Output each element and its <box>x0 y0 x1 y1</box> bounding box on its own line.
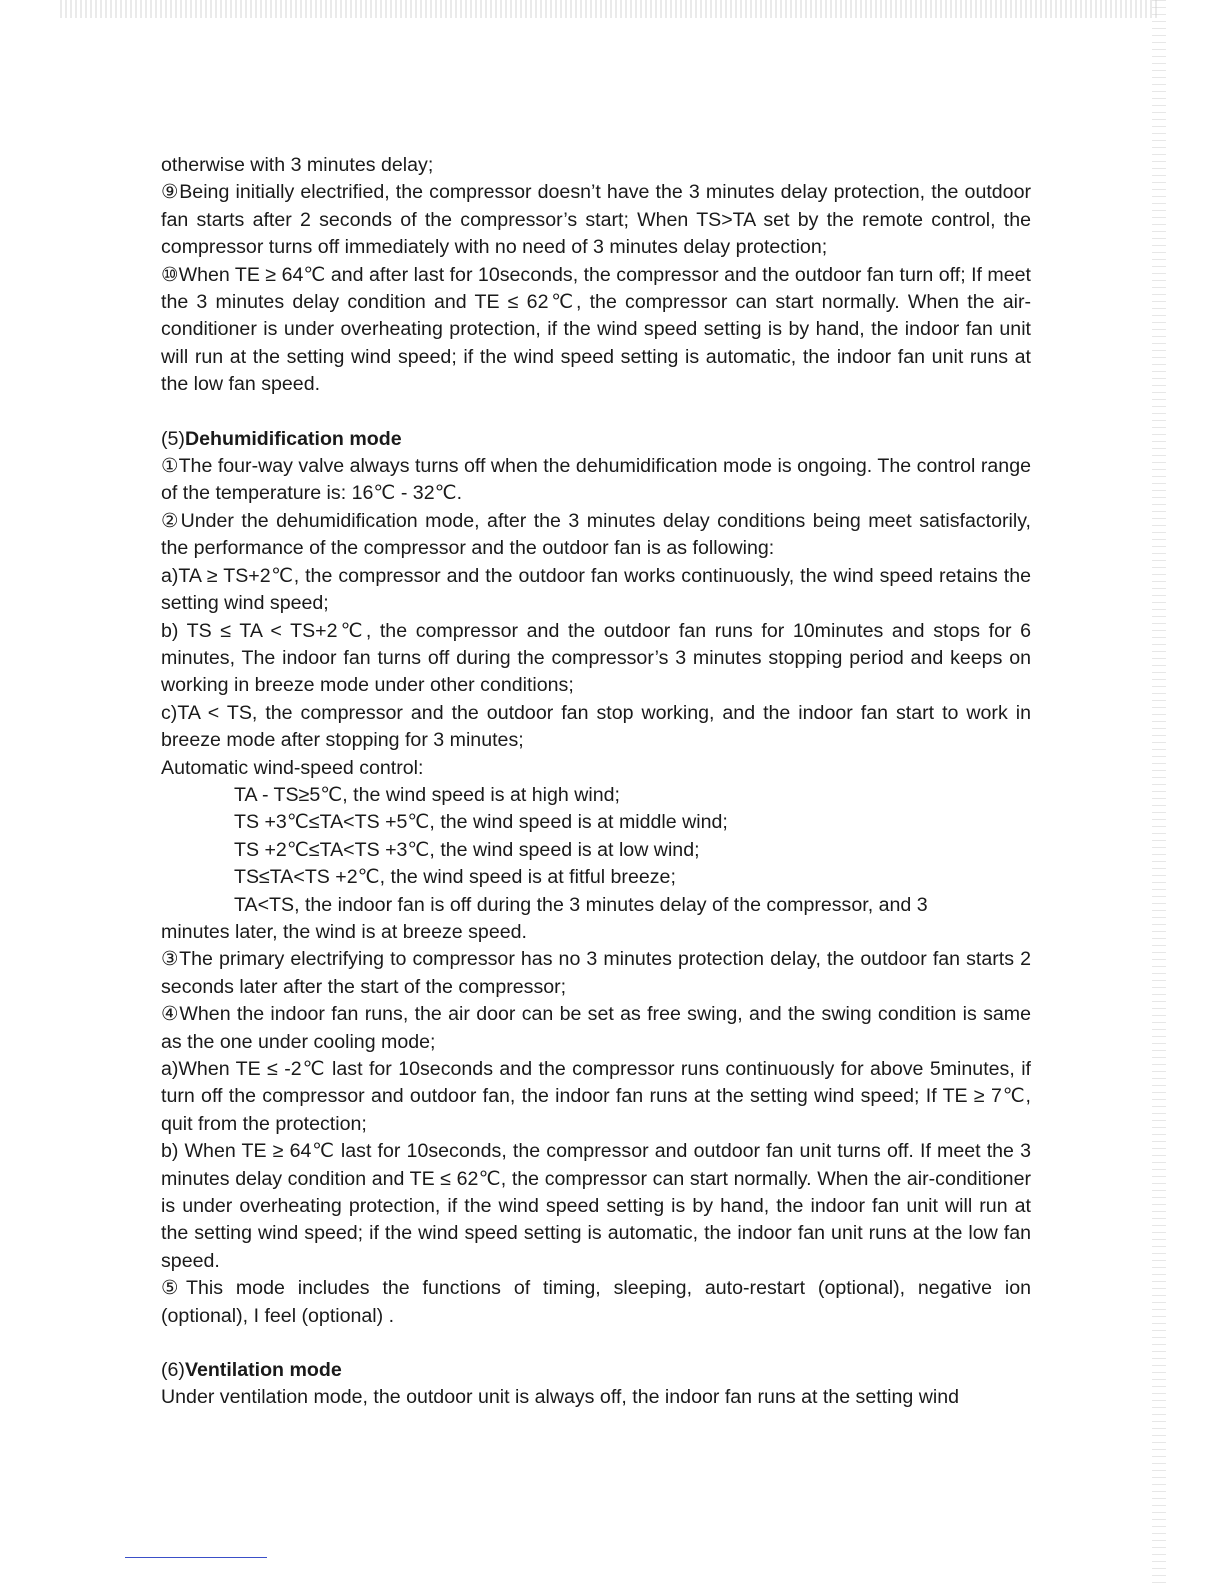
paragraph: c)TA < TS, the compressor and the outdoor fan stop working, and the indoor fan start to work in breeze mode after stopping for 3 minutes; <box>161 701 1031 752</box>
paragraph: ⑩When TE ≥ 64℃ and after last for 10seconds, the compressor and the outdoor fan turn off; If meet the 3 minutes delay condition and TE ≤ 62℃, the compressor can start normally. When the air-conditioner is under overheating protection, if the wind speed setting is by hand, the indoor fan unit will run at the setting wind speed; if the wind speed setting is automatic, the indoor fan unit runs at the low fan speed. <box>161 263 1031 396</box>
paragraph: ④When the indoor fan runs, the air door can be set as free swing, and the swing condition is same as the one under cooling mode; <box>161 1003 1031 1053</box>
list-item: TS +2℃≤TA<TS +3℃, the wind speed is at low wind; <box>234 838 700 861</box>
section-title: Dehumidification mode <box>184 427 402 450</box>
footnote-rule <box>125 1557 267 1558</box>
paragraph: Under ventilation mode, the outdoor unit is always off, the indoor fan runs at the setting wind <box>161 1386 960 1409</box>
spacer <box>161 1330 1031 1357</box>
section-title: Ventilation mode <box>184 1359 342 1382</box>
list-item: TA<TS, the indoor fan is off during the 3 minutes delay of the compressor, and 3 <box>234 893 928 916</box>
spacer <box>161 399 1031 426</box>
list-item: TA - TS≥5℃, the wind speed is at high wind; <box>234 783 620 806</box>
section-heading-dehumidification <box>161 426 1031 453</box>
scan-artifact-right <box>1152 0 1166 1584</box>
paragraph: ①The four-way valve always turns off when the dehumidification mode is ongoing. The control range of the temperature is: 16℃ - 32℃. <box>161 455 1031 505</box>
section-number: (5) <box>161 427 185 450</box>
paragraph: ⑤This mode includes the functions of timing, sleeping, auto-restart (optional), negative ion (optional), I feel (optional) . <box>161 1277 1031 1327</box>
paragraph: otherwise with 3 minutes delay; <box>161 154 434 176</box>
section-number: (6) <box>161 1359 185 1382</box>
paragraph: b) When TE ≥ 64℃ last for 10seconds, the compressor and outdoor fan unit turns off. If meet the 3 minutes delay condition and TE ≤ 62℃, the compressor can start normally. When the air-conditioner is under overheating protection, if the wind speed setting is by hand, the indoor fan unit will run at the setting wind speed; if the wind speed setting is automatic, the indoor fan unit runs at the low fan speed. <box>161 1140 1031 1272</box>
paragraph: ③The primary electrifying to compressor has no 3 minutes protection delay, the outdoor fan starts 2 seconds later after the start of the compressor; <box>161 948 1031 998</box>
list-item: TS≤TA<TS +2℃, the wind speed is at fitful breeze; <box>234 866 676 889</box>
paragraph: a)TA ≥ TS+2℃, the compressor and the outdoor fan works continuously, the wind speed retains the setting wind speed; <box>161 564 1031 615</box>
list-item: TS +3℃≤TA<TS +5℃, the wind speed is at middle wind; <box>234 811 728 834</box>
paragraph: ⑨Being initially electrified, the compressor doesn’t have the 3 minutes delay protection, the outdoor fan starts after 2 seconds of the compressor’s start; When TS>TA set by the remote control, the compressor turns off immediately with no need of 3 minutes delay protection; <box>161 181 1031 259</box>
paragraph: ②Under the dehumidification mode, after the 3 minutes delay conditions being meet satisfactorily, the performance of the compressor and the outdoor fan is as following: <box>161 509 1031 560</box>
paragraph: b) TS ≤ TA < TS+2℃, the compressor and the outdoor fan runs for 10minutes and stops for 6 minutes, The indoor fan turns off during the compressor’s 3 minutes stopping period and keeps on working in breeze mode under other conditions; <box>161 619 1031 697</box>
section-heading-ventilation <box>161 1357 1031 1384</box>
paragraph: minutes later, the wind is at breeze speed. <box>161 920 527 943</box>
document-page <box>161 152 1031 1412</box>
paragraph: Automatic wind-speed control: <box>161 756 424 779</box>
paragraph: a)When TE ≤ -2℃ last for 10seconds and the compressor runs continuously for above 5minutes, if turn off the compressor and outdoor fan, the indoor fan runs at the setting wind speed; If TE ≥ 7℃, quit from the protection; <box>161 1058 1031 1135</box>
scan-artifact-top <box>60 0 1160 18</box>
